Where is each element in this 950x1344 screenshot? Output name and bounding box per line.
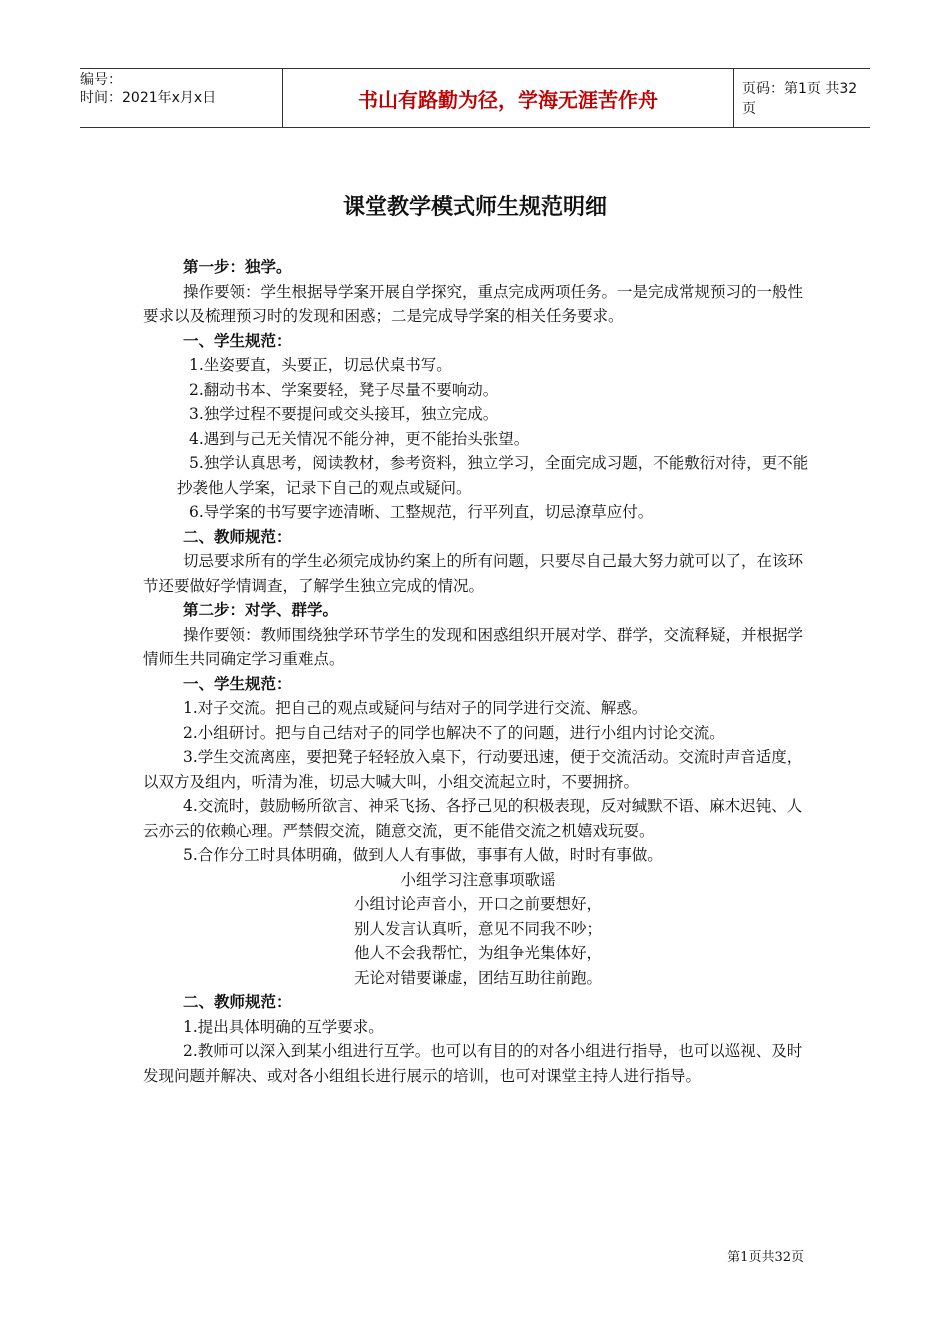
list-item: 3.独学过程不要提问或交头接耳，独立完成。 [189, 405, 499, 423]
page-footer: 第1页共32页 [727, 1250, 804, 1265]
list-item: 2.小组研讨。把与自己结对子的同学也解决不了的问题，进行小组内讨论交流。 [183, 723, 725, 742]
header-page-info: 页码：第1页 共32页 [742, 81, 858, 117]
s1-teacher-text: 切忌要求所有的学生必须完成协约案上的所有问题，只要尽自己最大努力就可以了，在该环节还要做好学情调查，了解学生独立完成的情况。 [143, 552, 804, 595]
list-item: 1.坐姿要直，头要正，切忌伏桌书写。 [189, 356, 452, 374]
list-item: 2.翻动书本、学案要轻，凳子尽量不要响动。 [189, 380, 499, 399]
step2-method: 操作要领：教师围绕独学环节学生的发现和困惑组织开展对学、群学，交流释疑，并根据学情师生共同确定学习重难点。 [143, 625, 804, 668]
document-title: 课堂教学模式师生规范明细 [342, 195, 607, 220]
s1-teacher-heading: 二、教师规范： [183, 526, 292, 546]
list-item: 1.对子交流。把自己的观点或疑问与结对子的同学进行交流、解惑。 [183, 699, 648, 717]
step2-heading: 第二步：对学、群学。 [183, 600, 339, 619]
number-label: 编号： [80, 72, 122, 88]
list-item: 5.独学认真思考，阅读教材，参考资料，独立学习，全面完成习题，不能敷衍对待，更不能抄袭他人学案，记录下自己的观点或疑问。 [177, 454, 809, 497]
step1-method: 操作要领：学生根据导学案开展自学探究，重点完成两项任务。一是完成常规预习的一般性要求以及梳理预习时的发现和困惑；二是完成导学案的相关任务要求。 [143, 282, 804, 325]
list-item: 5.合作分工时具体明确，做到人人有事做，事事有人做，时时有事做。 [183, 846, 663, 864]
s2-teacher-heading: 二、教师规范： [183, 992, 292, 1011]
time-label: 时间：2021年x月x日 [80, 90, 217, 106]
poem-title: 小组学习注意事项歌谣 [400, 870, 556, 889]
poem-line: 无论对错要谦虚，团结互助往前跑。 [353, 968, 602, 987]
poem-line: 他人不会我帮忙，为组争光集体好， [353, 944, 602, 962]
poem-line: 别人发言认真听，意见不同我不吵； [353, 919, 602, 938]
header-meta [80, 69, 282, 129]
s2-student-heading: 一、学生规范： [183, 673, 292, 693]
header-motto: 书山有路勤为径，学海无涯苦作舟 [282, 69, 734, 127]
poem-line: 小组讨论声音小，开口之前要想好， [353, 895, 602, 913]
list-item: 3.学生交流离座，要把凳子轻轻放入桌下，行动要迅速，便于交流活动。交流时声音适度，以双方及组内，听清为准，切忌大喊大叫，小组交流起立时，不要拥挤。 [143, 748, 803, 791]
document-body [143, 255, 813, 1088]
list-item: 1.提出具体明确的互学要求。 [183, 1017, 384, 1036]
list-item: 6.导学案的书写要字迹清晰、工整规范，行平列直，切忌潦草应付。 [189, 503, 654, 521]
list-item: 4.交流时，鼓励畅所欲言、神采飞扬、各抒己见的积极表现，反对缄默不语、麻木迟钝、人云亦云的依赖心理。严禁假交流，随意交流，更不能借交流之机嬉戏玩耍。 [143, 797, 803, 840]
page-header [80, 68, 870, 128]
s1-student-heading: 一、学生规范： [183, 330, 292, 350]
step1-heading: 第一步：独学。 [183, 257, 292, 276]
list-item: 4.遇到与己无关情况不能分神，更不能抬头张望。 [189, 429, 530, 448]
list-item: 2.教师可以深入到某小组进行互学。也可以有目的的对各小组进行指导，也可以巡视、及时发现问题并解决、或对各小组组长进行展示的培训，也可对课堂主持人进行指导。 [143, 1042, 803, 1085]
